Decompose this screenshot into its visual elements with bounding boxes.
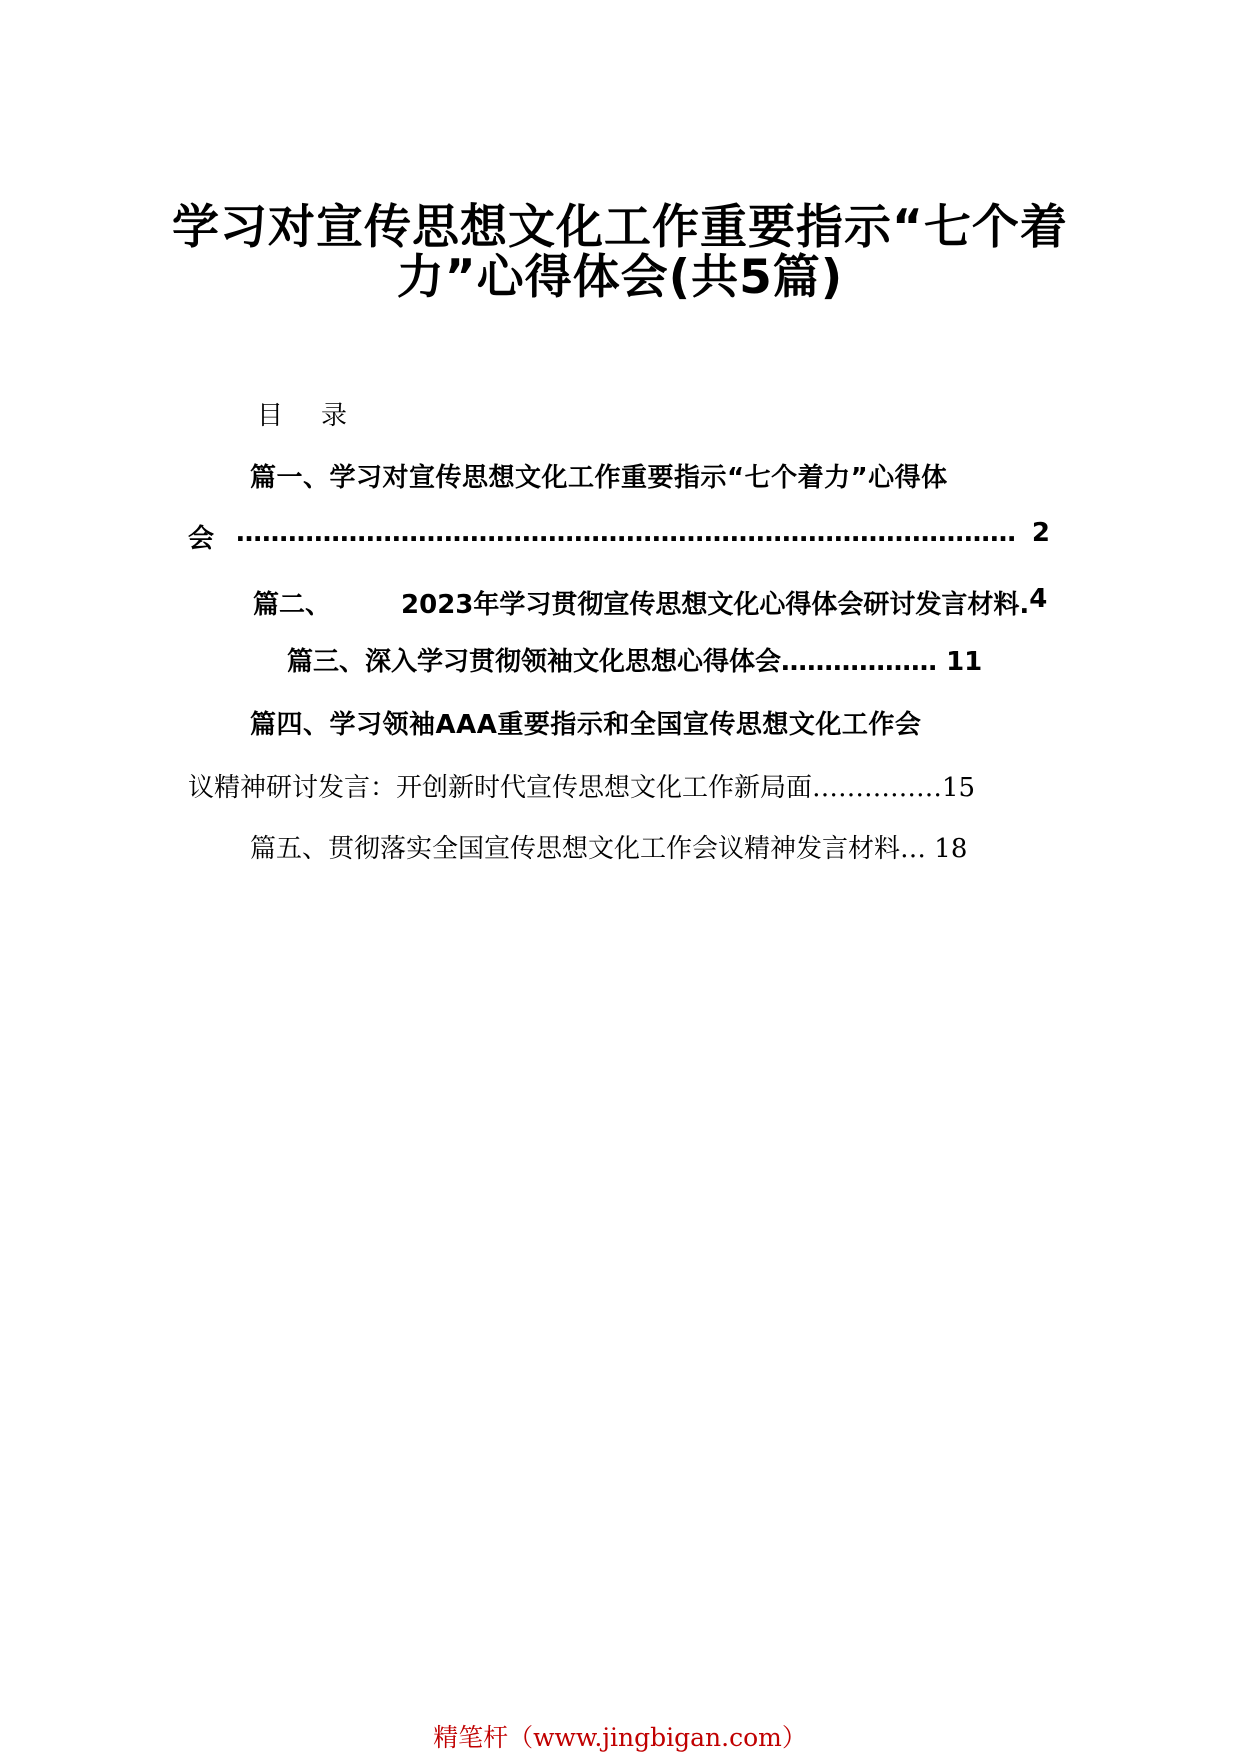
- toc-entry-1-page: 2: [1031, 518, 1050, 548]
- toc-heading-char-2: 录: [321, 401, 348, 431]
- toc-entry-2-text: 2023年学习贯彻宣传思想文化心得体会研讨发言材料.: [401, 590, 1030, 620]
- toc-entry-2-prefix: 篇二、: [253, 590, 332, 620]
- toc-entry-4-line-1[interactable]: 篇四、学习领袖AAA重要指示和全国宣传思想文化工作会: [250, 710, 922, 740]
- toc-entry-5-text: 篇五、贯彻落实全国宣传思想文化工作会议精神发言材料: [250, 834, 901, 864]
- toc-entry-2[interactable]: [253, 584, 1053, 621]
- document-title-line-1: 学习对宣传思想文化工作重要指示“七个着: [172, 200, 1068, 255]
- toc-heading-char-1: 目: [257, 401, 284, 431]
- toc-entry-5-leader: …: [900, 834, 927, 864]
- toc-entry-3-page: 11: [946, 647, 983, 677]
- toc-entry-3[interactable]: [287, 641, 982, 678]
- toc-entry-5-page: 18: [934, 834, 968, 864]
- toc-entry-4-page: 15: [942, 773, 976, 803]
- toc-entry-1-line-2[interactable]: [188, 518, 1050, 555]
- toc-entry-3-text: 篇三、深入学习贯彻领袖文化思想心得体会: [287, 647, 782, 677]
- toc-entry-5[interactable]: [250, 828, 967, 865]
- document-title-line-2: 力”心得体会(共5篇): [396, 250, 844, 305]
- toc-entry-1-text: 会: [188, 524, 215, 554]
- footer-watermark: 精笔杆（www.jingbigan.com）: [433, 1723, 807, 1752]
- toc-heading: [257, 395, 347, 432]
- toc-entry-4-line-2[interactable]: [188, 767, 975, 804]
- toc-entry-2-page: 4: [1029, 584, 1048, 614]
- toc-entry-1-leader: ………………………………………………………………………………: [236, 518, 1017, 548]
- toc-entry-4-leader: ……………: [812, 773, 943, 803]
- toc-entry-2-spacer: [331, 584, 401, 621]
- toc-entry-3-leader: ………………: [781, 647, 938, 677]
- toc-entry-1-line-1[interactable]: 篇一、学习对宣传思想文化工作重要指示“七个着力”心得体: [250, 463, 948, 493]
- toc-entry-4-text: 议精神研讨发言：开创新时代宣传思想文化工作新局面: [188, 773, 813, 803]
